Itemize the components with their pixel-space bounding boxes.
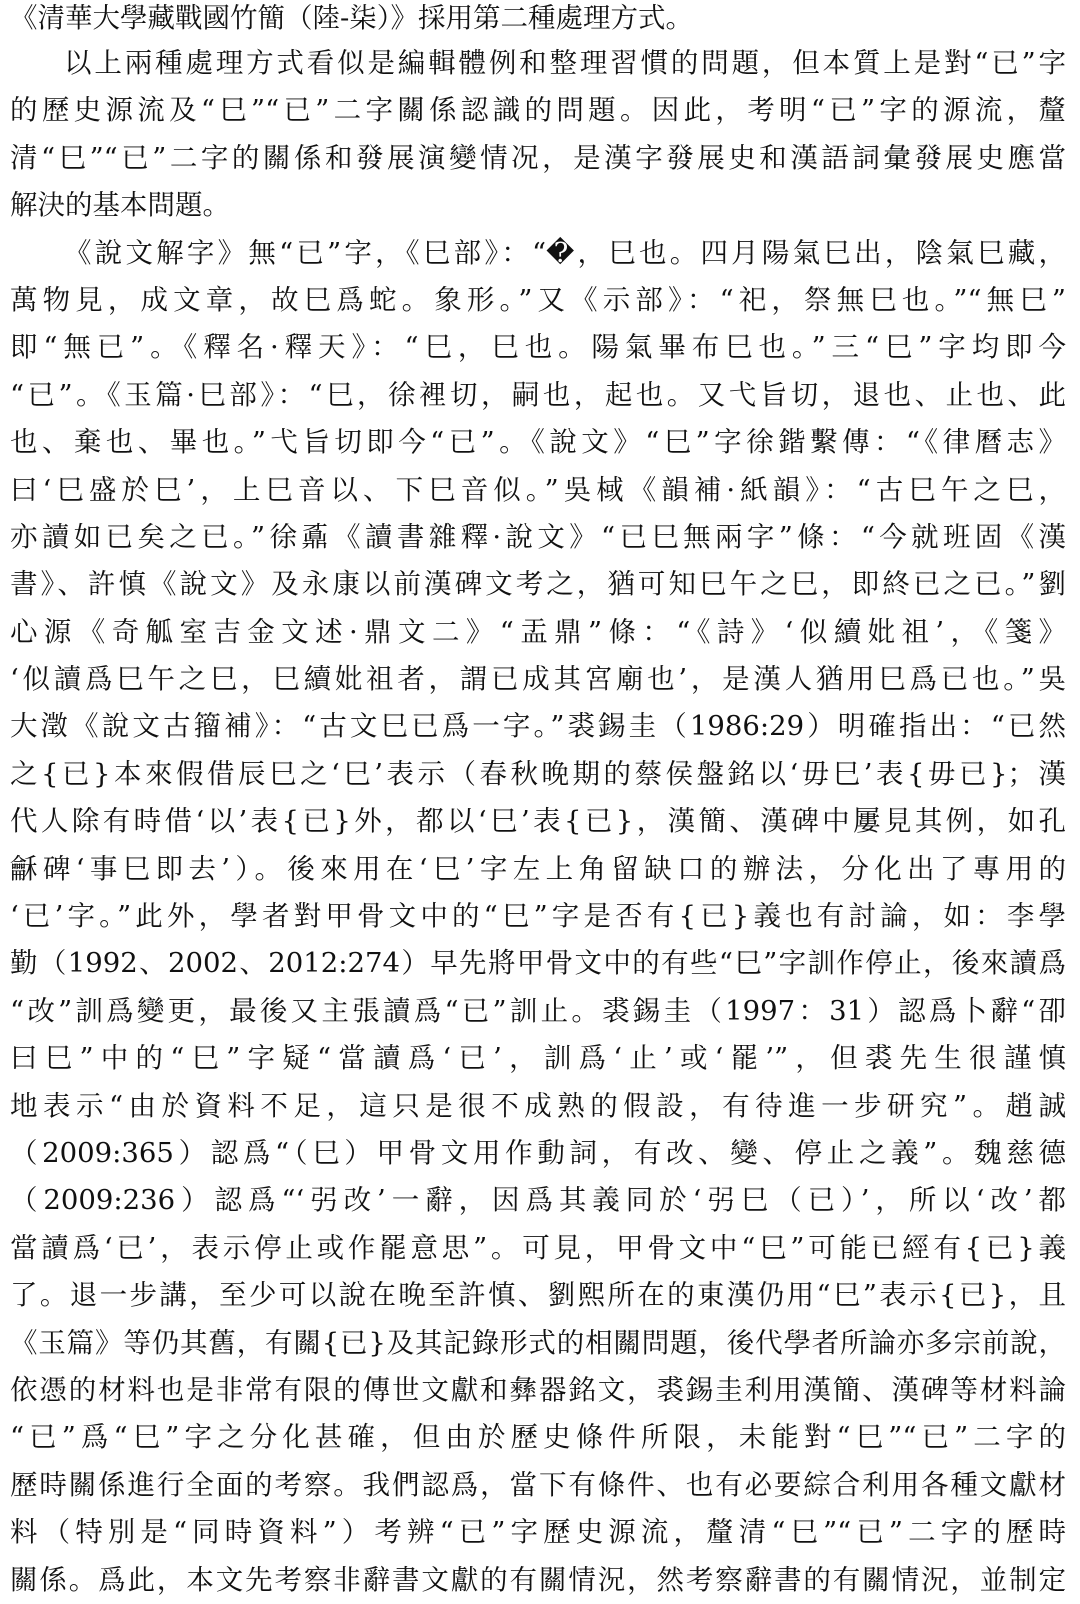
text-line: 當讀爲‘已’，表示停止或作罷意思”。可見，甲骨文中“巳”可能已經有{已}義 (10, 1231, 1066, 1264)
text-line: 之{已}本來假借辰巳之‘巳’表示（春秋晚期的蔡侯盤銘以‘毋巳’表{毋已}；漢 (10, 757, 1066, 790)
text-line: 料（特別是“同時資料”）考辨“已”字歷史源流，釐清“巳”“已”二字的歷時 (10, 1516, 1066, 1549)
text-line: 的歷史源流及“巳”“已”二字關係認識的問題。因此，考明“已”字的源流，釐 (10, 94, 1066, 127)
text-line: 《清華大學藏戰國竹簡（陸-柒）》採用第二種處理方式。 (10, 2, 694, 34)
text-line: 依憑的材料也是非常有限的傳世文獻和彝器銘文，裘錫圭利用漢簡、漢碑等材料論 (10, 1373, 1066, 1406)
text-line: “改”訓爲變更，最後又主張讀爲“已”訓止。裘錫圭（1997：31）認爲卜辭“卲 (10, 994, 1066, 1027)
text-line: 曰巳”中的“巳”字疑“當讀爲‘已’，訓爲‘止’或‘罷’”，但裘先生很謹慎 (10, 1042, 1066, 1075)
text-line: 《說文解字》無“已”字，《巳部》：“�，巳也。四月陽氣巳出，陰氣巳藏， (64, 236, 1066, 269)
text-line: “已”。《玉篇·巳部》：“巳，徐裡切，嗣也，起也。又弋旨切，退也、止也、此 (10, 378, 1066, 411)
text-line: “已”爲“巳”字之分化甚確，但由於歷史條件所限，未能對“巳”“已”二字的 (10, 1421, 1066, 1454)
text-line: （2009:236）認爲“‘弜改’一辭，因爲其義同於‘弜巳（已）’，所以‘改’都 (10, 1184, 1066, 1217)
text-line: 心源《奇觚室吉金文述·鼎文二》“盂鼎”條：“《詩》‘似續妣祖’，《箋》 (10, 615, 1066, 648)
text-line: ‘已’字。”此外，學者對甲骨文中的“巳”字是否有{已}義也有討論，如：李學 (10, 900, 1066, 933)
text-line: 萬物見，成文章，故巳爲蛇。象形。”又《示部》：“祀，祭無巳也。”“無巳” (10, 283, 1066, 316)
text-line: 勤（1992、2002、2012:274）早先將甲骨文中的有些“巳”字訓作停止，後來讀爲 (10, 947, 1066, 980)
text-line: 清“巳”“已”二字的關係和發展演變情况，是漢字發展史和漢語詞彙發展史應當 (10, 141, 1066, 174)
text-line: 龢碑‘事巳即去’）。後來用在‘巳’字左上角留缺口的辦法，分化出了專用的 (10, 852, 1066, 885)
text-line: （2009:365）認爲“（巳）甲骨文用作動詞，有改、變、停止之義”。魏慈德 (10, 1136, 1066, 1169)
text-line: 地表示“由於資料不足，這只是很不成熟的假設，有待進一步研究”。趙誠 (10, 1089, 1066, 1122)
text-line: 也、棄也、畢也。”弋旨切即今“已”。《說文》“巳”字徐鍇繫傳：“《律曆志》 (10, 426, 1066, 459)
text-line: 解決的基本問題。 (10, 189, 230, 222)
text-line: 《玉篇》等仍其舊，有關{已}及其記錄形式的相關問題，後代學者所論亦多宗前說， (10, 1326, 1066, 1359)
text-line: 書》、許慎《說文》及永康以前漢碑文考之，猶可知巳午之巳，即終已之已。”劉 (10, 568, 1066, 601)
text-line: 歷時關係進行全面的考察。我們認爲，當下有條件、也有必要綜合利用各種文獻材 (10, 1468, 1066, 1501)
text-line: 了。退一步講，至少可以說在晚至許慎、劉熙所在的東漢仍用“巳”表示{已}，且 (10, 1279, 1066, 1312)
text-line: 以上兩種處理方式看似是編輯體例和整理習慣的問題，但本質上是對“已”字 (64, 47, 1066, 79)
text-line: 亦讀如已矣之已。”徐鼒《讀書雜釋·說文》“已巳無兩字”條：“今就班固《漢 (10, 520, 1066, 553)
text-line: 代人除有時借‘以’表{已}外，都以‘巳’表{已}，漢簡、漢碑中屢見其例，如孔 (10, 805, 1066, 838)
text-line: 曰‘巳盛於巳’，上巳音以、下巳音似。”吳棫《韻補·紙韻》：“古巳午之巳， (10, 473, 1066, 506)
text-line: 即“無已”。《釋名·釋天》：“巳，巳也。陽氣畢布巳也。”三“巳”字均即今 (10, 331, 1066, 364)
text-line: 大澂《說文古籀補》：“古文巳已爲一字。”裘錫圭（1986:29）明確指出：“已然 (10, 710, 1066, 743)
text-line: ‘似讀爲巳午之巳，巳續妣祖者，謂已成其宮廟也’，是漢人猶用巳爲已也。”吳 (10, 663, 1066, 696)
text-line: 關係。爲此，本文先考察非辭書文獻的有關情況，然考察辭書的有關情況，並制定 (10, 1563, 1066, 1596)
